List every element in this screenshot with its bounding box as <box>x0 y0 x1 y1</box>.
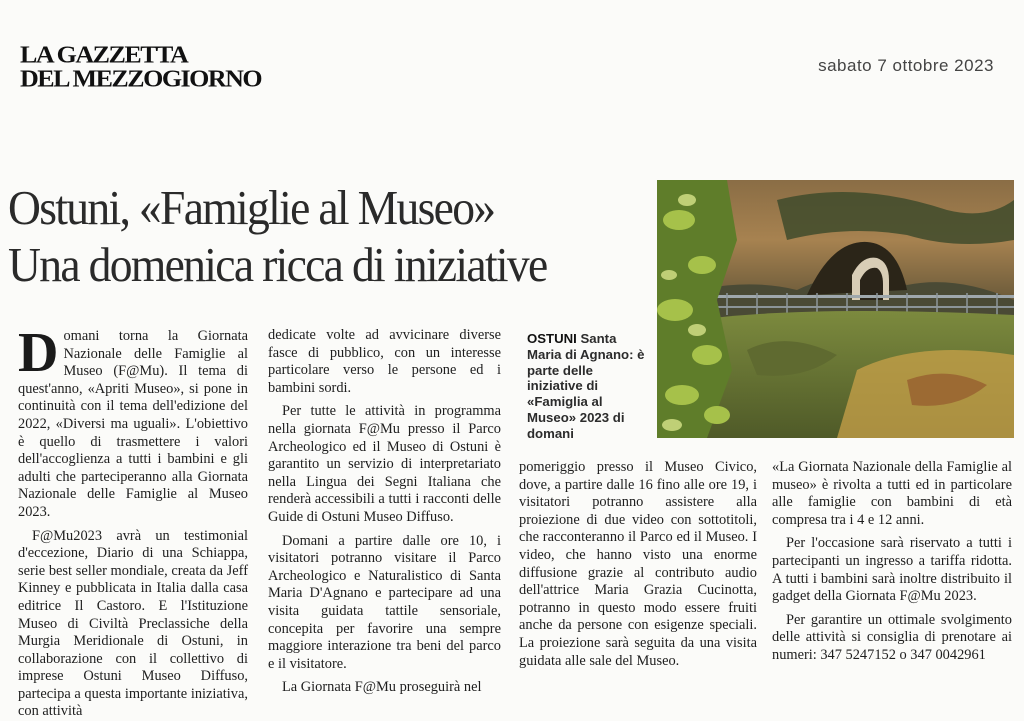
col4-paragraph-2: Per l'occasione sarà riservato a tutti i partecipanti un ingresso a tariffa ridotta. A tutti i bambini sarà inoltre distribuito il gadget della Giornata F@Mu 2023. <box>772 535 1012 605</box>
caption-text: Santa Maria di Agnano: è parte delle iniziative di «Famiglia al Museo» 2023 di domani <box>527 331 645 441</box>
photo-caption <box>527 331 652 442</box>
col3-paragraph-1: pomeriggio presso il Museo Civico, dove, a partire dalle 16 fino alle ore 19, i visitatori potranno assistere alla proiezione di due video con sottotitoli, che racconteranno il Parco ed il Museo. I video, che hanno visto una enorme diffusione grazie al contributo audio dell'attrice Maria Grazia Cucinotta, potranno in questo modo essere fruiti anche da persone con esigenze speciali. La proiezione sarà seguita da una visita guidata alle sale del Museo. <box>519 459 757 669</box>
headline-line-1: Ostuni, «Famiglie al Museo» <box>8 180 495 235</box>
article-column-3 <box>519 459 757 670</box>
caption-location: OSTUNI <box>527 331 577 346</box>
newspaper-masthead <box>20 42 261 92</box>
masthead-line-1: LA GAZZETTA <box>20 41 188 68</box>
article-column-2 <box>268 327 501 697</box>
headline-line-2: Una domenica ricca di iniziative <box>8 237 547 292</box>
publication-date: sabato 7 ottobre 2023 <box>818 56 994 75</box>
cave-landscape-illustration <box>657 180 1014 438</box>
article-column-1 <box>18 322 248 721</box>
col4-paragraph-1: «La Giornata Nazionale della Famiglie al museo» è rivolta a tutti ed in particolare alle famiglie con bambini di età compresa tra i 4 e 12 anni. <box>772 459 1012 528</box>
drop-cap: D <box>18 322 59 384</box>
col2-paragraph-4: La Giornata F@Mu proseguirà nel <box>282 679 482 696</box>
col1-paragraph-1: omani torna la Giornata Nazionale delle Famiglie al Museo (F@Mu). Il tema di quest'anno, «Apriti Museo», si pone in continuità con il tema dell'edizione del 2022, «Diversi ma uguali». L'obiettivo è quello di trasmettere i valori dell'accoglienza a tutti i bambini e gli adulti che parteciperanno alla Giornata Nazionale delle Famiglie al Museo 2023. <box>18 328 248 520</box>
masthead-line-2: DEL MEZZOGIORNO <box>20 65 262 92</box>
col2-paragraph-1: dedicate volte ad avvicinare diverse fasce di pubblico, con un interesse particolare verso le persone ed i bambini sordi. <box>268 327 501 396</box>
col2-paragraph-3: Domani a partire dalle ore 10, i visitatori potranno visitare il Parco Archeologico e Naturalistico di Santa Maria D'Agnano e partecipare ad una visita guidata tattile sensoriale, concepita per favorire una sempre maggiore interazione tra beni del parco e il visitatore. <box>268 532 501 672</box>
col2-paragraph-2: Per tutte le attività in programma nella giornata F@Mu presso il Parco Archeologico ed il Museo di Ostuni è garantito un servizio di interpretariato nella Lingua dei Segni Italiana che renderà accessibili a tutti i racconti delle Guide di Ostuni Museo Diffuso. <box>268 403 501 525</box>
col4-paragraph-3: Per garantire un ottimale svolgimento delle attività si consiglia di prenotare ai numeri: 347 5247152 o 347 0042961 <box>772 611 1012 663</box>
santa-maria-di-agnano-photo <box>657 180 1014 438</box>
col1-paragraph-2: F@Mu2023 avrà un testimonial d'eccezione, Diario di una Schiappa, serie best seller mondiale, creata da Jeff Kinney e pubblicata in Italia dalla casa editrice Il Castoro. E l'Istituzione Museo di Civiltà Preclassiche della Murgia Meridionale di Ostuni, in collaborazione con il collettivo di imprese Ostuni Museo Diffuso, partecipa a questa importante iniziativa, con attività <box>18 527 248 720</box>
article-headline <box>8 180 648 292</box>
article-column-4 <box>772 459 1012 665</box>
